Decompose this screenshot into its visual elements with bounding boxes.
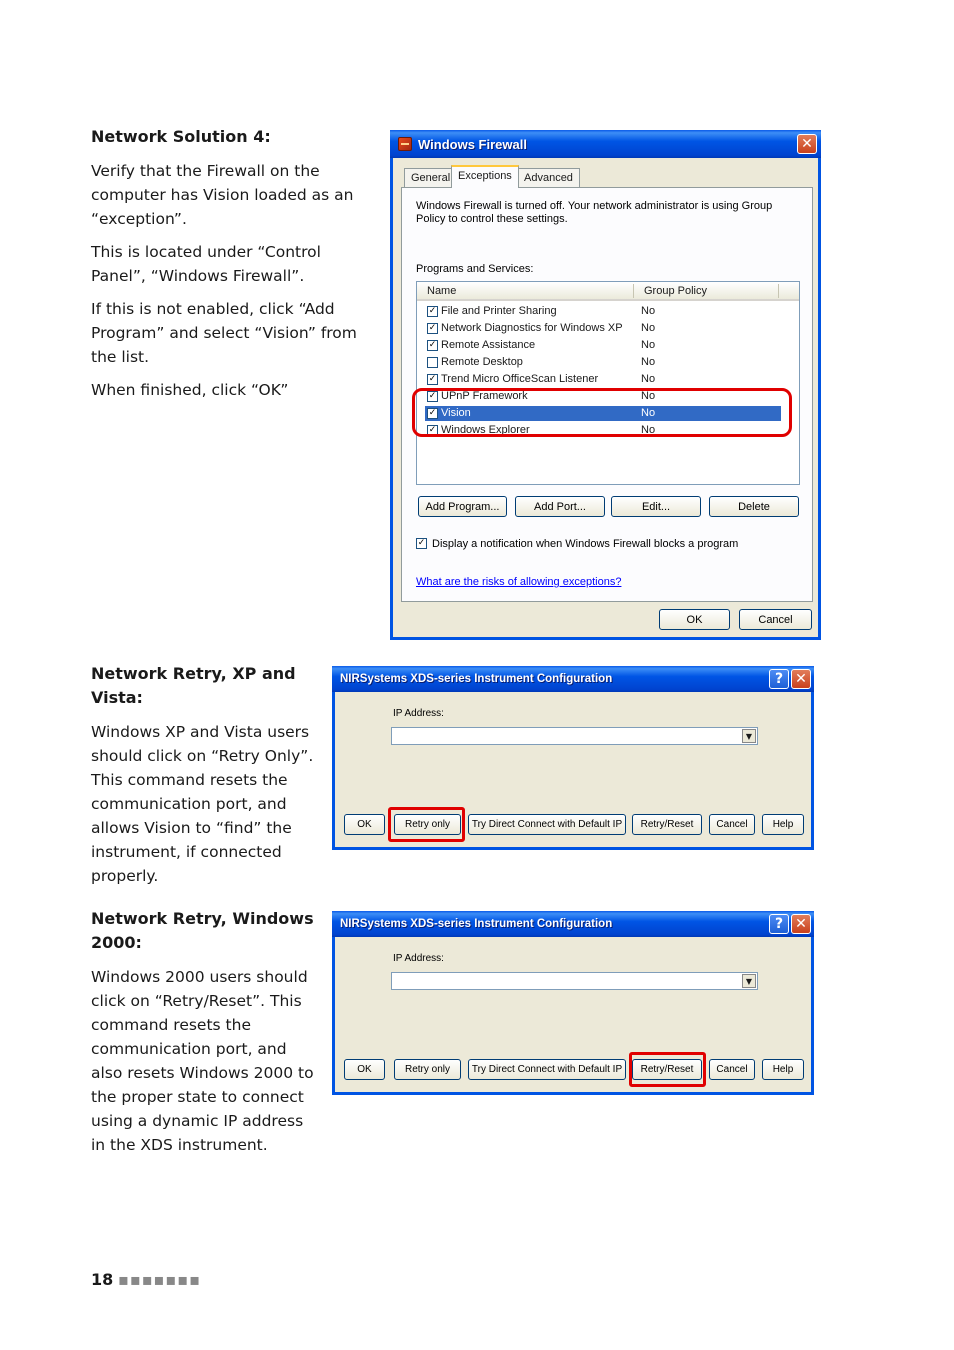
section-heading: Network Retry, XP and Vista: bbox=[91, 664, 296, 707]
section-heading: Network Solution 4: bbox=[91, 127, 271, 146]
ip-address-combo[interactable] bbox=[391, 972, 758, 990]
group-policy-value: No bbox=[641, 339, 656, 351]
risks-link[interactable]: What are the risks of allowing exceptions? bbox=[416, 576, 622, 588]
instrument-config-dialog-2000 bbox=[332, 911, 814, 1095]
program-name: File and Printer Sharing bbox=[441, 305, 557, 317]
column-name[interactable]: Name bbox=[427, 285, 457, 297]
close-icon[interactable]: ✕ bbox=[791, 914, 811, 934]
try-direct-connect-button[interactable]: Try Direct Connect with Default IP bbox=[468, 814, 626, 835]
title-bar bbox=[332, 911, 814, 937]
program-name: Windows Explorer bbox=[441, 424, 530, 436]
group-policy-value: No bbox=[641, 407, 656, 419]
close-icon[interactable]: ✕ bbox=[791, 669, 811, 689]
cancel-button[interactable]: Cancel bbox=[709, 1059, 755, 1080]
highlight-retry-reset bbox=[629, 1052, 706, 1087]
notify-option[interactable] bbox=[416, 538, 801, 552]
programs-label: Programs and Services: bbox=[416, 263, 534, 275]
retry-reset-button[interactable]: Retry/Reset bbox=[632, 1059, 702, 1080]
list-header bbox=[417, 282, 799, 301]
delete-button[interactable]: Delete bbox=[709, 496, 799, 517]
cancel-button[interactable]: Cancel bbox=[739, 609, 812, 630]
group-policy-value: No bbox=[641, 424, 656, 436]
list-item[interactable] bbox=[425, 321, 781, 336]
ok-button[interactable]: OK bbox=[344, 814, 385, 835]
ok-button[interactable]: OK bbox=[344, 1059, 385, 1080]
retry-only-button[interactable]: Retry only bbox=[394, 1059, 461, 1080]
checkbox-icon[interactable] bbox=[427, 357, 438, 368]
ip-address-combo[interactable] bbox=[391, 727, 758, 745]
help-button[interactable]: Help bbox=[762, 814, 804, 835]
checkbox-icon[interactable] bbox=[427, 340, 438, 351]
highlight-retry-only bbox=[388, 807, 465, 842]
tab-exceptions[interactable]: Exceptions bbox=[451, 165, 519, 188]
chevron-down-icon[interactable]: ▼ bbox=[742, 974, 756, 988]
tab-general[interactable]: General bbox=[404, 168, 457, 188]
window-title: Windows Firewall bbox=[418, 136, 527, 152]
help-icon[interactable]: ? bbox=[769, 914, 789, 934]
add-port-button[interactable]: Add Port... bbox=[515, 496, 605, 517]
notify-label: Display a notification when Windows Firewall blocks a program bbox=[432, 538, 739, 550]
help-icon[interactable]: ? bbox=[769, 669, 789, 689]
page-number: 18 bbox=[91, 1270, 114, 1289]
program-name: Network Diagnostics for Windows XP bbox=[441, 322, 623, 334]
list-item[interactable] bbox=[425, 304, 781, 319]
tab-area bbox=[401, 168, 813, 608]
section-network-retry-windows-2000 bbox=[91, 907, 319, 1166]
list-item[interactable] bbox=[425, 355, 781, 370]
list-item[interactable] bbox=[425, 338, 781, 353]
firewall-icon bbox=[398, 137, 412, 151]
instrument-config-dialog-xp bbox=[332, 666, 814, 850]
group-policy-value: No bbox=[641, 305, 656, 317]
group-policy-value: No bbox=[641, 373, 656, 385]
program-name: UPnP Framework bbox=[441, 390, 528, 402]
paragraph: Windows XP and Vista users should click on “Retry Only”. This command resets the communication port, and allows Vision to “find” the instrument, if connected properly. bbox=[91, 723, 314, 885]
program-name: Remote Assistance bbox=[441, 339, 536, 351]
group-policy-value: No bbox=[641, 322, 656, 334]
help-button[interactable]: Help bbox=[762, 1059, 804, 1080]
close-icon[interactable]: ✕ bbox=[797, 134, 817, 154]
program-name: Remote Desktop bbox=[441, 356, 523, 368]
group-policy-notice: Windows Firewall is turned off. Your network administrator is using Group Policy to control these settings. bbox=[416, 200, 773, 225]
retry-only-button[interactable]: Retry only bbox=[394, 814, 461, 835]
paragraph: Verify that the Firewall on the computer has Vision loaded as an “exception”. bbox=[91, 162, 354, 228]
ip-label: IP Address: bbox=[393, 953, 444, 964]
checkbox-icon[interactable] bbox=[427, 323, 438, 334]
try-direct-connect-button[interactable]: Try Direct Connect with Default IP bbox=[468, 1059, 626, 1080]
chevron-down-icon[interactable]: ▼ bbox=[742, 729, 756, 743]
paragraph: If this is not enabled, click “Add Program” and select “Vision” from the list. bbox=[91, 300, 357, 366]
program-name: Vision bbox=[441, 407, 471, 419]
group-policy-value: No bbox=[641, 356, 656, 368]
ip-label: IP Address: bbox=[393, 708, 444, 719]
add-program-button[interactable]: Add Program... bbox=[418, 496, 507, 517]
page-dots: ▪▪▪▪▪▪▪ bbox=[118, 1270, 201, 1289]
exceptions-panel bbox=[401, 187, 813, 602]
title-bar bbox=[390, 130, 821, 158]
checkbox-icon[interactable] bbox=[427, 306, 438, 317]
retry-reset-button[interactable]: Retry/Reset bbox=[632, 814, 702, 835]
group-policy-value: No bbox=[641, 390, 656, 402]
paragraph: This is located under “Control Panel”, “Windows Firewall”. bbox=[91, 243, 321, 285]
section-heading: Network Retry, Windows 2000: bbox=[91, 909, 314, 952]
dialog-title: NIRSystems XDS-series Instrument Configuration bbox=[340, 918, 613, 930]
program-name: Trend Micro OfficeScan Listener bbox=[441, 373, 599, 385]
dialog-title: NIRSystems XDS-series Instrument Configuration bbox=[340, 673, 613, 685]
list-item[interactable] bbox=[425, 372, 781, 387]
checkbox-icon[interactable] bbox=[416, 538, 427, 549]
paragraph: When finished, click “OK” bbox=[91, 381, 289, 399]
section-network-retry-xp-vista bbox=[91, 662, 316, 897]
highlight-vision bbox=[412, 388, 792, 437]
programs-list bbox=[416, 281, 800, 485]
title-bar bbox=[332, 666, 814, 692]
edit-button[interactable]: Edit... bbox=[611, 496, 701, 517]
windows-firewall-window bbox=[390, 130, 821, 640]
checkbox-icon[interactable] bbox=[427, 374, 438, 385]
paragraph: Windows 2000 users should click on “Retry/Reset”. This command resets the communication port, and also resets Windows 2000 to the proper state to connect using a dynamic IP address in the XDS instrument. bbox=[91, 968, 314, 1154]
cancel-button[interactable]: Cancel bbox=[709, 814, 755, 835]
column-group-policy[interactable]: Group Policy bbox=[644, 285, 707, 297]
section-network-solution-4 bbox=[91, 125, 376, 411]
tab-advanced[interactable]: Advanced bbox=[517, 168, 580, 188]
ok-button[interactable]: OK bbox=[659, 609, 730, 630]
